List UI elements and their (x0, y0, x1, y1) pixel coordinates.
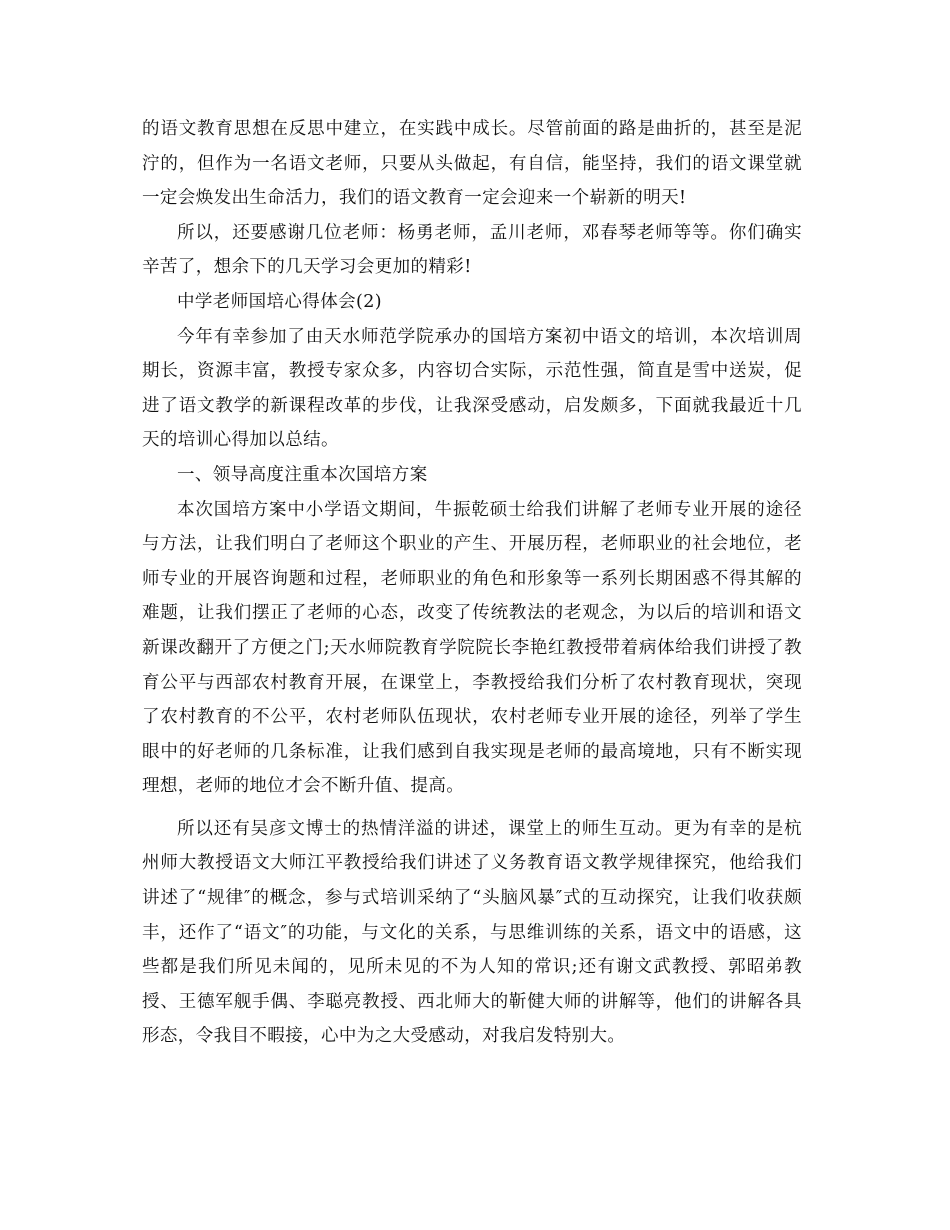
paragraph-intro: 今年有幸参加了由天水师范学院承办的国培方案初中语文的培训，本次培训周期长，资源丰富，教授专家众多，内容切合实际，示范性强，简直是雪中送炭，促进了语文教学的新课程改革的步伐，让我深受感动，启发颇多，下面就我最近十几天的培训心得加以总结。 (142, 326, 802, 451)
paragraph-section-1-more: 所以还有吴彦文博士的热情洋溢的讲述，课堂上的师生互动。更为有幸的是杭州师大教授语文大师江平教授给我们讲述了义务教育语文教学规律探究，他给我们讲述了“规律″的概念，参与式培训采纳了“头脑风暴″式的互动探究，让我们收获颇丰，还作了“语文″的功能，与文化的关系，与思维训练的关系，语文中的语感，这些都是我们所见未闻的，见所未见的不为人知的常识;还有谢文武教授、郭昭弟教授、王德军舰手偶、李聪亮教授、西北师大的靳健大师的讲解等，他们的讲解各具形态，令我目不暇接，心中为之大受感动，对我启发特别大。 (142, 818, 802, 1047)
section-heading-1: 一、领导高度注重本次国培方案 (177, 464, 428, 485)
paragraph-section-1: 本次国培方案中小学语文期间，牛振乾硕士给我们讲解了老师专业开展的途径与方法，让我们明白了老师这个职业的产生、开展历程，老师职业的社会地位，老师专业的开展咨询题和过程，老师职业的角色和形象等一系列长期困惑不得其解的难题，让我们摆正了老师的心态，改变了传统教法的老观念，为以后的培训和语文新课改翻开了方便之门;天水师院教育学院院长李艳红教授带着病体给我们讲授了教育公平与西部农村教育开展，在课堂上，李教授给我们分析了农村教育现状，突现了农村教育的不公平，农村老师队伍现状，农村老师专业开展的途径，列举了学生眼中的好老师的几条标准，让我们感到自我实现是老师的最高境地，只有不断实现理想，老师的地位才会不断升值、提高。 (142, 499, 802, 797)
section-title: 中学老师国培心得体会(2) (177, 291, 382, 312)
document-body (142, 112, 802, 1054)
paragraph-thanks: 所以，还要感谢几位老师：杨勇老师，孟川老师，邓春琴老师等等。你们确实辛苦了，想余下的几天学习会更加的精彩! (142, 222, 802, 278)
paragraph-continued: 的语文教育思想在反思中建立，在实践中成长。尽管前面的路是曲折的，甚至是泥泞的，但作为一名语文老师，只要从头做起，有自信，能坚持，我们的语文课堂就一定会焕发出生命活力，我们的语文教育一定会迎来一个崭新的明天! (142, 119, 802, 209)
